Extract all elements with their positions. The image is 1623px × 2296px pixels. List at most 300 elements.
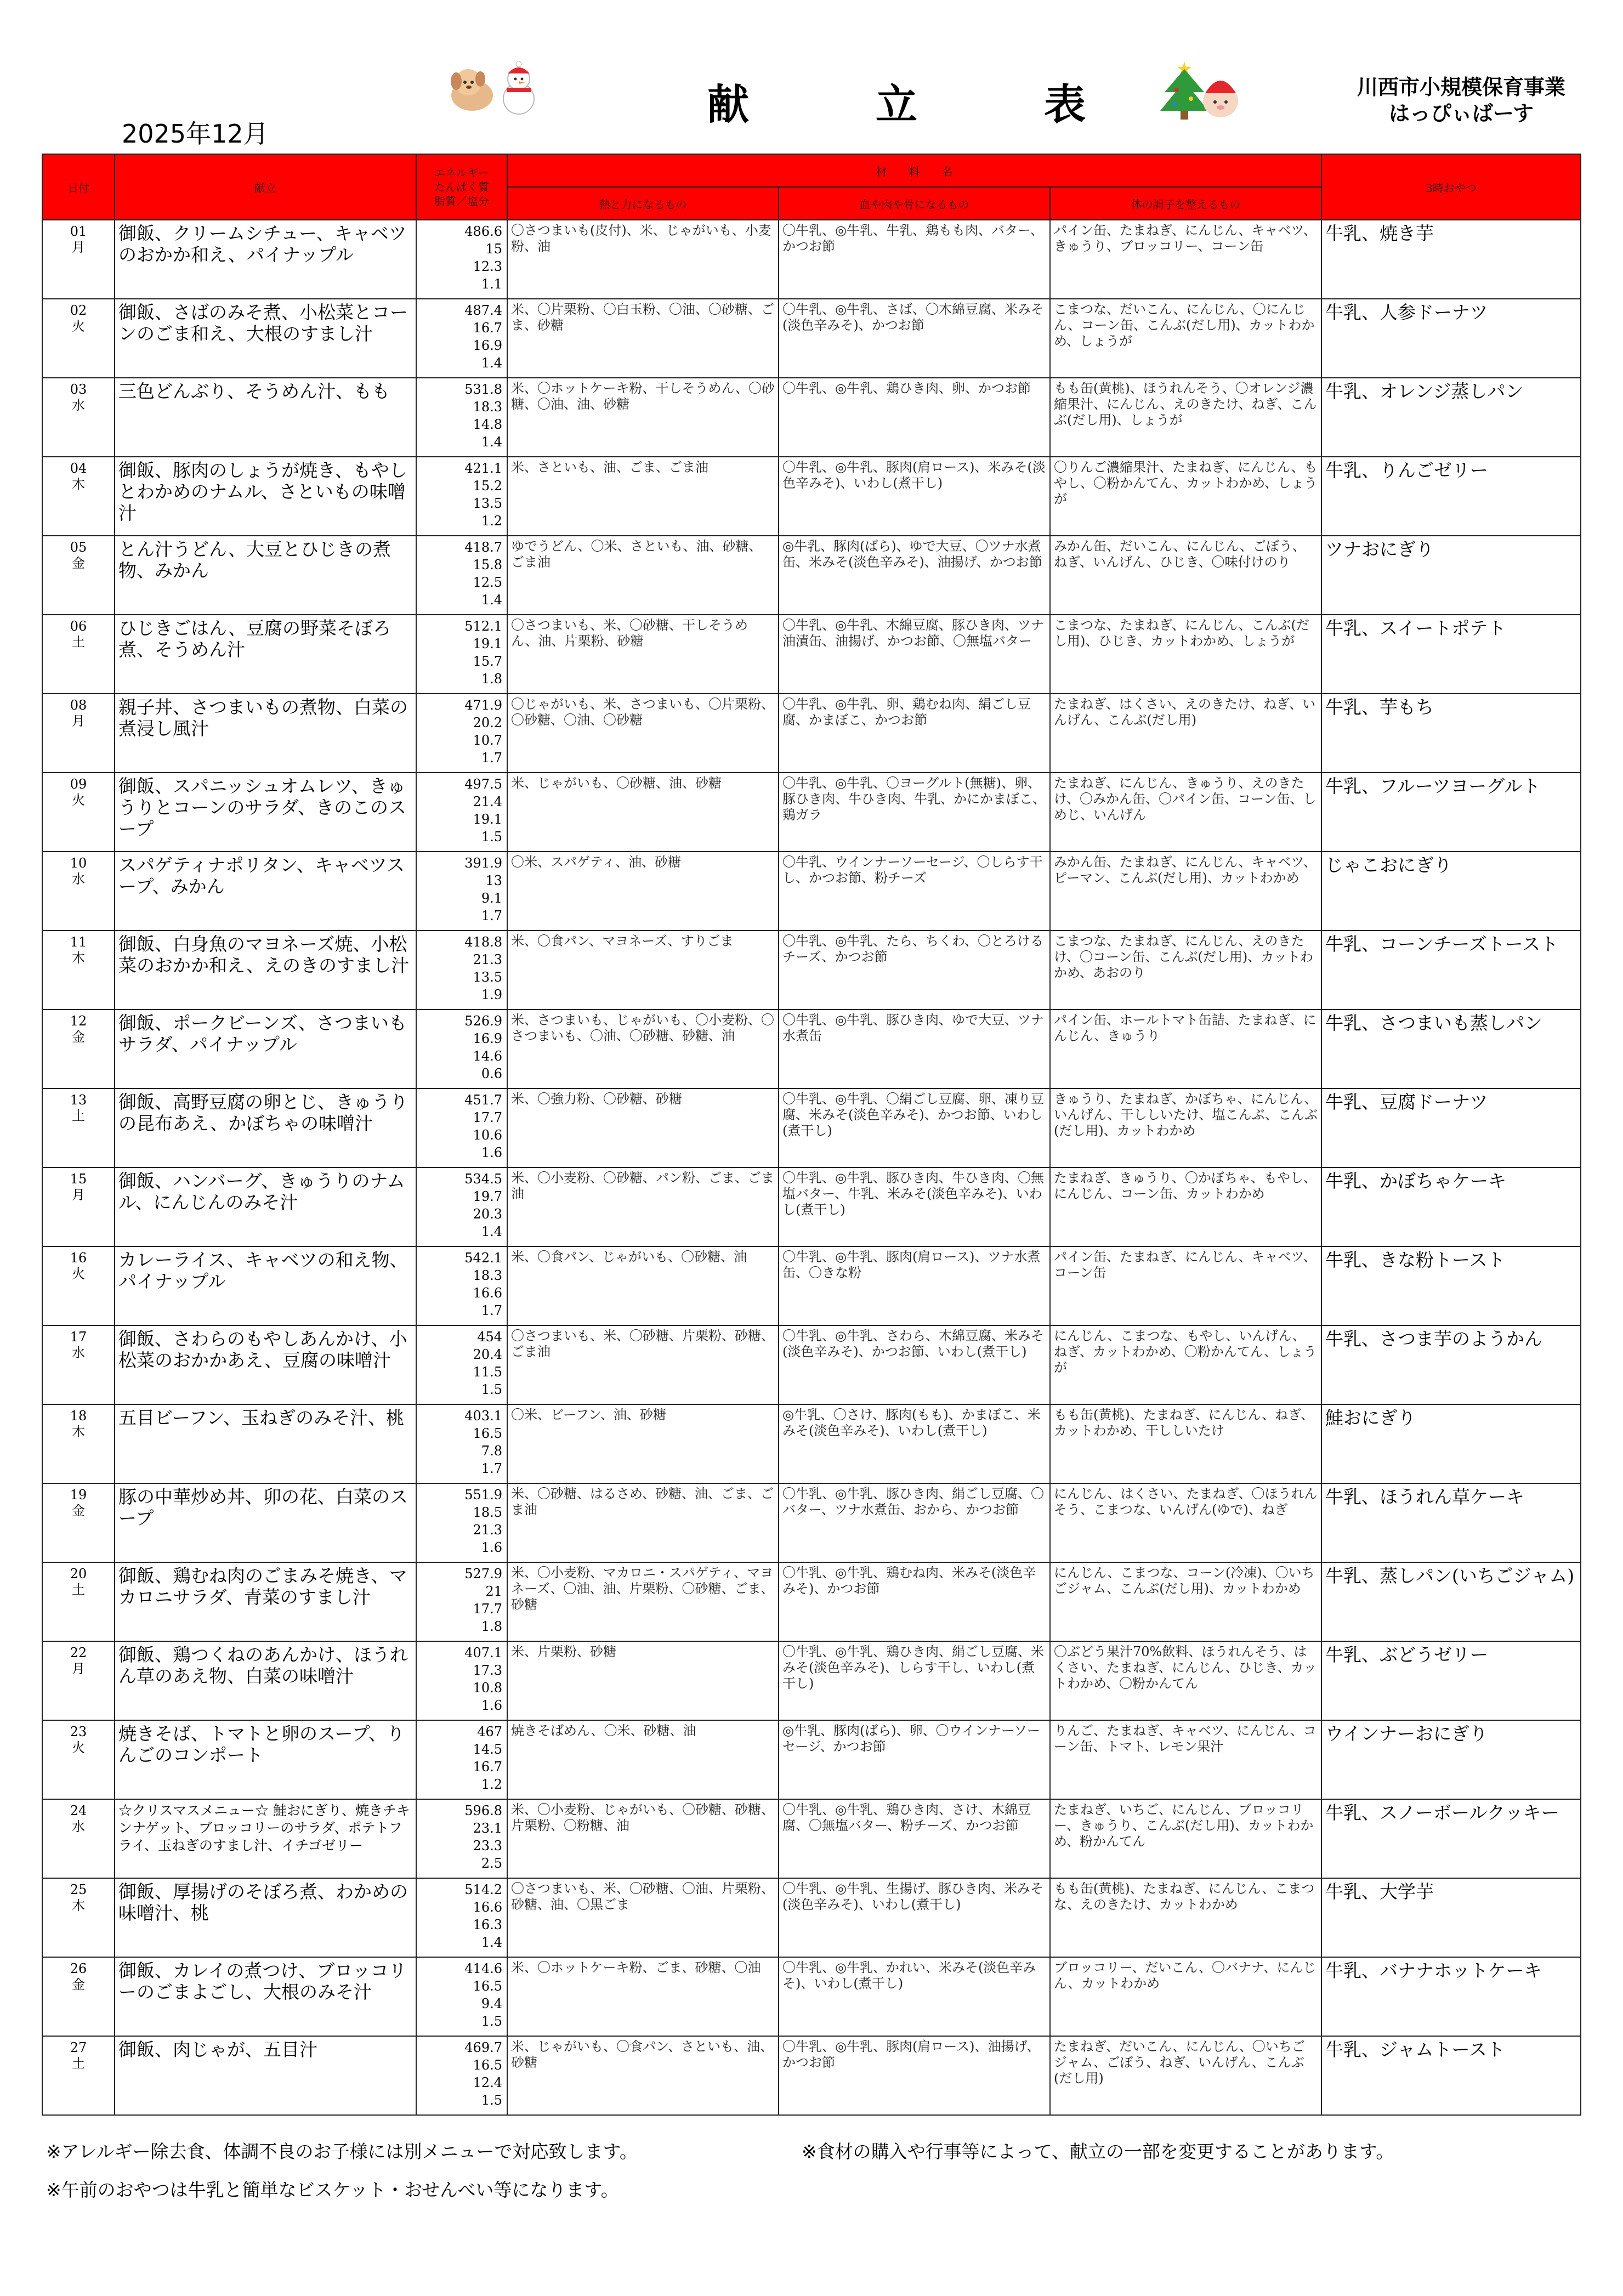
menu-row [42, 1167, 1581, 1246]
nutrition-cell [416, 1010, 507, 1089]
organization-line-2: はっぴぃばーす [1388, 101, 1534, 126]
ingredients-regulate-cell: パイン缶、ホールトマト缶詰、たまねぎ、にんじん、きゅうり [1050, 1010, 1321, 1089]
ingredients-energy-cell: 米、じゃがいも、〇食パン、さといも、油、砂糖 [507, 2036, 779, 2115]
menu-cell: 御飯、スパニッシュオムレツ、きゅうりとコーンのサラダ、きのこのスープ [115, 773, 416, 852]
nutrition-cell [416, 773, 507, 852]
snack-cell: 牛乳、きな粉トースト [1321, 1246, 1581, 1325]
weekday: 土 [72, 1108, 85, 1124]
date-cell [42, 1089, 115, 1167]
menu-row [42, 1246, 1581, 1325]
nutrition-fat: 21.3 [473, 1522, 502, 1538]
day-number: 25 [70, 1882, 87, 1897]
nutrition-cell [416, 1878, 507, 1957]
ingredients-body-cell: 〇牛乳、◎牛乳、〇ヨーグルト(無糖)、卵、豚ひき肉、牛ひき肉、牛乳、かにかまぼこ、鶏ガラ [779, 773, 1050, 852]
nutrition-energy: 451.7 [464, 1092, 502, 1108]
nutrition-protein: 21.4 [473, 794, 502, 809]
snack-cell: 牛乳、芋もち [1321, 694, 1581, 773]
nutrition-fat: 13.5 [473, 970, 502, 985]
nutrition-salt: 1.6 [481, 1698, 502, 1713]
nutrition-salt: 1.5 [481, 2093, 502, 2108]
menu-table [42, 154, 1581, 2116]
date-cell [42, 615, 115, 694]
nutrition-salt: 1.2 [481, 513, 502, 529]
weekday: 水 [72, 1345, 85, 1360]
nutrition-salt: 1.7 [481, 750, 502, 766]
nutrition-salt: 1.8 [481, 1619, 502, 1634]
nutrition-protein: 14.5 [473, 1742, 502, 1757]
nutrition-cell [416, 378, 507, 457]
ingredients-energy-cell: 米、〇食パン、じゃがいも、〇砂糖、油 [507, 1246, 779, 1325]
nutrition-protein: 18.3 [473, 1268, 502, 1283]
nutrition-protein: 16.5 [473, 2057, 502, 2073]
snack-cell: 牛乳、バナナホットケーキ [1321, 1957, 1581, 2036]
nutrition-fat: 10.8 [473, 1680, 502, 1696]
nutrition-cell [416, 1799, 507, 1878]
snack-cell: じゃこおにぎり [1321, 852, 1581, 931]
menu-cell: 御飯、鶏むね肉のごまみそ焼き、マカロニサラダ、青菜のすまし汁 [115, 1562, 416, 1641]
nutrition-energy: 421.1 [464, 461, 502, 476]
date-cell [42, 1404, 115, 1483]
menu-row [42, 1799, 1581, 1878]
weekday: 土 [72, 2056, 85, 2071]
nutrition-column-header [416, 154, 507, 220]
ingredients-energy-cell: 米、〇片栗粉、〇白玉粉、〇油、〇砂糖、ごま、砂糖 [507, 299, 779, 378]
snack-cell: 牛乳、かぼちゃケーキ [1321, 1167, 1581, 1246]
nutrition-protein: 20.2 [473, 715, 502, 730]
day-number: 04 [70, 461, 87, 476]
snack-cell: 牛乳、スイートポテト [1321, 615, 1581, 694]
menu-cell: 御飯、カレイの煮つけ、ブロッコリーのごまよごし、大根のみそ汁 [115, 1957, 416, 2036]
day-number: 01 [70, 224, 87, 239]
menu-column-header: 献立 [115, 154, 416, 220]
date-cell [42, 457, 115, 536]
ingredients-energy-cell: 米、〇強力粉、〇砂糖、砂糖 [507, 1089, 779, 1167]
nutrition-energy: 534.5 [464, 1171, 502, 1187]
ingredients-regulate-cell: こまつな、たまねぎ、にんじん、こんぶ(だし用)、ひじき、カットわかめ、しょうが [1050, 615, 1321, 694]
nutrition-energy: 407.1 [464, 1645, 502, 1660]
ingredients-energy-cell: 米、〇小麦粉、〇砂糖、パン粉、ごま、ごま油 [507, 1167, 779, 1246]
ingredients-regulate-cell: にんじん、こまつな、もやし、いんげん、ねぎ、カットわかめ、〇粉かんてん、しょうが [1050, 1325, 1321, 1404]
date-cell [42, 1325, 115, 1404]
ingredients-energy-cell: 米、〇ホットケーキ粉、干しそうめん、〇砂糖、〇油、油、砂糖 [507, 378, 779, 457]
weekday: 月 [72, 713, 85, 729]
nutrition-salt: 1.4 [481, 355, 502, 371]
ingredients-body-cell: 〇牛乳、◎牛乳、豚肉(肩ロース)、ツナ水煮缶、〇きな粉 [779, 1246, 1050, 1325]
weekday: 土 [72, 634, 85, 650]
nutrition-energy: 542.1 [464, 1250, 502, 1266]
day-number: 27 [70, 2040, 87, 2055]
weekday: 木 [72, 950, 85, 966]
ingredients-energy-cell: 米、〇食パン、マヨネーズ、すりごま [507, 931, 779, 1010]
ingredients-body-cell: 〇牛乳、◎牛乳、鶏ひき肉、さけ、木綿豆腐、〇無塩バター、粉チーズ、かつお節 [779, 1799, 1050, 1878]
menu-table-body [42, 220, 1581, 2115]
ingredients-body-header: 血や肉や骨になるもの [779, 187, 1050, 220]
weekday: 月 [72, 240, 85, 255]
day-number: 10 [70, 855, 87, 871]
snack-cell: 牛乳、コーンチーズトースト [1321, 931, 1581, 1010]
nutrition-salt: 1.5 [481, 1382, 502, 1397]
ingredients-regulate-cell: みかん缶、だいこん、にんじん、ごぼう、ねぎ、いんげん、ひじき、〇味付けのり [1050, 536, 1321, 615]
nutrition-salt: 1.4 [481, 1224, 502, 1239]
day-number: 11 [70, 934, 87, 950]
nutrition-fat: 9.1 [481, 891, 502, 906]
ingredients-body-cell: 〇牛乳、◎牛乳、たら、ちくわ、〇とろけるチーズ、かつお節 [779, 931, 1050, 1010]
weekday: 水 [72, 1819, 85, 1834]
menu-cell: 三色どんぶり、そうめん汁、もも [115, 378, 416, 457]
nutrition-energy: 527.9 [464, 1566, 502, 1581]
day-number: 12 [70, 1013, 87, 1029]
ingredients-regulate-header: 体の調子を整えるもの [1050, 187, 1321, 220]
date-cell [42, 1641, 115, 1720]
ingredients-energy-cell: 米、さといも、油、ごま、ごま油 [507, 457, 779, 536]
nutrition-fat: 12.5 [473, 575, 502, 590]
ingredients-column-header: 材 料 名 [507, 154, 1321, 187]
ingredients-body-cell: 〇牛乳、◎牛乳、生揚げ、豚ひき肉、米みそ(淡色辛みそ)、いわし(煮干し) [779, 1878, 1050, 1957]
day-number: 06 [70, 619, 87, 634]
ingredients-body-cell: 〇牛乳、◎牛乳、木綿豆腐、豚ひき肉、ツナ油漬缶、油揚げ、かつお節、〇無塩バター [779, 615, 1050, 694]
date-cell [42, 1167, 115, 1246]
date-cell [42, 852, 115, 931]
nutrition-energy: 469.7 [464, 2040, 502, 2055]
date-column-header: 日付 [42, 154, 115, 220]
ingredients-regulate-cell: たまねぎ、にんじん、きゅうり、えのきたけ、〇みかん缶、〇パイン缶、コーン缶、しめじ、いんげん [1050, 773, 1321, 852]
ingredients-body-cell: 〇牛乳、◎牛乳、卵、鶏むね肉、絹ごし豆腐、かまぼこ、かつお節 [779, 694, 1050, 773]
nutrition-cell [416, 457, 507, 536]
nutrition-fat: 14.6 [473, 1048, 502, 1064]
date-cell [42, 694, 115, 773]
nutrition-header-fat-salt: 脂質／塩分 [434, 195, 489, 208]
menu-cell: 五目ビーフン、玉ねぎのみそ汁、桃 [115, 1404, 416, 1483]
ingredients-body-cell: ◎牛乳、豚肉(ばら)、ゆで大豆、〇ツナ水煮缶、米みそ(淡色辛みそ)、油揚げ、かつお節 [779, 536, 1050, 615]
day-number: 23 [70, 1724, 87, 1739]
nutrition-fat: 9.4 [481, 1996, 502, 2011]
nutrition-energy: 512.1 [464, 619, 502, 634]
nutrition-cell [416, 931, 507, 1010]
nutrition-salt: 1.6 [481, 1540, 502, 1555]
date-cell [42, 1720, 115, 1799]
nutrition-fat: 11.5 [473, 1364, 502, 1380]
snack-cell: 牛乳、ぶどうゼリー [1321, 1641, 1581, 1720]
nutrition-cell [416, 852, 507, 931]
menu-change-note: ※食材の購入や行事等によって、献立の一部を変更することがあります。 [802, 2141, 1394, 2162]
nutrition-energy: 514.2 [464, 1882, 502, 1897]
nutrition-energy: 471.9 [464, 698, 502, 713]
organization-line-1: 川西市小規模保育事業 [1357, 75, 1565, 99]
nutrition-energy: 391.9 [464, 855, 502, 871]
menu-cell: スパゲティナポリタン、キャベツスープ、みかん [115, 852, 416, 931]
nutrition-fat: 19.1 [473, 812, 502, 827]
ingredients-energy-cell: ゆでうどん、〇米、さといも、油、砂糖、ごま油 [507, 536, 779, 615]
ingredients-body-cell: 〇牛乳、◎牛乳、かれい、米みそ(淡色辛みそ)、いわし(煮干し) [779, 1957, 1050, 2036]
dog-snowman-illustration [442, 61, 552, 116]
day-number: 09 [70, 776, 87, 792]
menu-row [42, 1641, 1581, 1720]
ingredients-regulate-cell: にんじん、こまつな、コーン(冷凍)、〇いちごジャム、こんぶ(だし用)、カットわかめ [1050, 1562, 1321, 1641]
menu-cell: カレーライス、キャベツの和え物、パイナップル [115, 1246, 416, 1325]
menu-cell: 御飯、さばのみそ煮、小松菜とコーンのごま和え、大根のすまし汁 [115, 299, 416, 378]
ingredients-regulate-cell: もも缶(黄桃)、たまねぎ、にんじん、ねぎ、カットわかめ、干ししいたけ [1050, 1404, 1321, 1483]
nutrition-salt: 1.7 [481, 1461, 502, 1476]
ingredients-energy-cell: 米、片栗粉、砂糖 [507, 1641, 779, 1720]
nutrition-protein: 18.3 [473, 399, 502, 415]
ingredients-regulate-cell: みかん缶、たまねぎ、にんじん、キャベツ、ピーマン、こんぶ(だし用)、カットわかめ [1050, 852, 1321, 931]
ingredients-body-cell: 〇牛乳、◎牛乳、豚ひき肉、ゆで大豆、ツナ水煮缶 [779, 1010, 1050, 1089]
nutrition-salt: 1.4 [481, 592, 502, 608]
ingredients-regulate-cell: きゅうり、たまねぎ、かぼちゃ、にんじん、いんげん、干ししいたけ、塩こんぶ、こんぶ(だし用)、カットわかめ [1050, 1089, 1321, 1167]
ingredients-body-cell: 〇牛乳、◎牛乳、豚ひき肉、絹ごし豆腐、〇バター、ツナ水煮缶、おから、かつお節 [779, 1483, 1050, 1562]
nutrition-salt: 2.5 [481, 1856, 502, 1871]
ingredients-energy-cell: 米、〇小麦粉、じゃがいも、〇砂糖、砂糖、片栗粉、〇粉糖、油 [507, 1799, 779, 1878]
ingredients-regulate-cell: こまつな、たまねぎ、にんじん、えのきたけ、〇コーン缶、こんぶ(だし用)、カットわかめ、あおのり [1050, 931, 1321, 1010]
nutrition-salt: 1.2 [481, 1777, 502, 1792]
day-number: 24 [70, 1803, 87, 1818]
date-cell [42, 220, 115, 299]
nutrition-fat: 14.8 [473, 417, 502, 432]
ingredients-body-cell: 〇牛乳、◎牛乳、鶏ひき肉、卵、かつお節 [779, 378, 1050, 457]
morning-snack-note: ※午前のおやつは牛乳と簡単なビスケット・おせんべい等になります。 [46, 2179, 619, 2201]
snack-cell: 牛乳、さつまいも蒸しパン [1321, 1010, 1581, 1089]
menu-cell: とん汁うどん、大豆とひじきの煮物、みかん [115, 536, 416, 615]
weekday: 木 [72, 477, 85, 492]
nutrition-salt: 1.7 [481, 908, 502, 923]
menu-row [42, 615, 1581, 694]
ingredients-energy-cell: 米、じゃがいも、〇砂糖、油、砂糖 [507, 773, 779, 852]
ingredients-regulate-cell: りんご、たまねぎ、キャベツ、にんじん、コーン缶、トマト、レモン果汁 [1050, 1720, 1321, 1799]
weekday: 水 [72, 871, 85, 887]
weekday: 金 [72, 555, 85, 571]
day-number: 26 [70, 1961, 87, 1976]
date-cell [42, 1957, 115, 2036]
day-number: 17 [70, 1329, 87, 1345]
ingredients-regulate-cell: たまねぎ、だいこん、にんじん、〇いちごジャム、ごぼう、ねぎ、いんげん、こんぶ(だし用) [1050, 2036, 1321, 2115]
menu-row [42, 1720, 1581, 1799]
menu-row [42, 1878, 1581, 1957]
nutrition-protein: 17.3 [473, 1663, 502, 1678]
ingredients-regulate-cell: 〇りんご濃縮果汁、たまねぎ、にんじん、もやし、〇粉かんてん、カットわかめ、しょうが [1050, 457, 1321, 536]
ingredients-regulate-cell: パイン缶、たまねぎ、にんじん、キャベツ、コーン缶 [1050, 1246, 1321, 1325]
nutrition-cell [416, 536, 507, 615]
nutrition-energy: 454 [477, 1329, 502, 1345]
menu-cell: ☆クリスマスメニュー☆ 鮭おにぎり、焼きチキンナゲット、ブロッコリーのサラダ、ポテトフライ、玉ねぎのすまし汁、イチゴゼリー [115, 1799, 416, 1878]
nutrition-cell [416, 1089, 507, 1167]
ingredients-body-cell: 〇牛乳、◎牛乳、豚肉(肩ロース)、油揚げ、かつお節 [779, 2036, 1050, 2115]
date-cell [42, 378, 115, 457]
nutrition-energy: 497.5 [464, 776, 502, 792]
ingredients-regulate-cell: パイン缶、たまねぎ、にんじん、キャベツ、きゅうり、ブロッコリー、コーン缶 [1050, 220, 1321, 299]
nutrition-energy: 487.4 [464, 303, 502, 318]
nutrition-energy: 418.7 [464, 540, 502, 555]
date-cell [42, 931, 115, 1010]
ingredients-regulate-cell: こまつな、だいこん、にんじん、〇にんじん、コーン缶、こんぶ(だし用)、カットわかめ、しょうが [1050, 299, 1321, 378]
nutrition-salt: 0.6 [481, 1066, 502, 1081]
day-number: 03 [70, 382, 87, 397]
ingredients-body-cell: 〇牛乳、◎牛乳、鶏ひき肉、絹ごし豆腐、米みそ(淡色辛みそ)、しらす干し、いわし(煮干し) [779, 1641, 1050, 1720]
weekday: 火 [72, 319, 85, 334]
weekday: 月 [72, 1187, 85, 1203]
nutrition-protein: 20.4 [473, 1347, 502, 1362]
nutrition-fat: 15.7 [473, 654, 502, 669]
menu-row [42, 1404, 1581, 1483]
ingredients-body-cell: ◎牛乳、豚肉(ばら)、卵、〇ウインナーソーセージ、かつお節 [779, 1720, 1050, 1799]
nutrition-cell [416, 615, 507, 694]
snack-cell: 牛乳、ジャムトースト [1321, 2036, 1581, 2115]
nutrition-fat: 7.8 [481, 1443, 502, 1459]
date-cell [42, 2036, 115, 2115]
date-cell [42, 1246, 115, 1325]
snack-cell: 牛乳、焼き芋 [1321, 220, 1581, 299]
snack-cell: 牛乳、スノーボールクッキー [1321, 1799, 1581, 1878]
menu-cell: 御飯、ハンバーグ、きゅうりのナムル、にんじんのみそ汁 [115, 1167, 416, 1246]
ingredients-body-cell: 〇牛乳、ウインナーソーセージ、〇しらす干し、かつお節、粉チーズ [779, 852, 1050, 931]
nutrition-fat: 10.6 [473, 1127, 502, 1143]
nutrition-cell [416, 1325, 507, 1404]
ingredients-regulate-cell: ブロッコリー、だいこん、〇バナナ、にんじん、カットわかめ [1050, 1957, 1321, 2036]
menu-row [42, 852, 1581, 931]
nutrition-salt: 1.4 [481, 434, 502, 450]
nutrition-protein: 16.5 [473, 1978, 502, 1994]
nutrition-energy: 418.8 [464, 934, 502, 950]
date-cell [42, 536, 115, 615]
menu-cell: 御飯、白身魚のマヨネーズ焼、小松菜のおかか和え、えのきのすまし汁 [115, 931, 416, 1010]
nutrition-cell [416, 1641, 507, 1720]
nutrition-salt: 1.9 [481, 987, 502, 1002]
period-label: 2025年12月 [122, 119, 269, 149]
snack-cell: 牛乳、りんごゼリー [1321, 457, 1581, 536]
ingredients-regulate-cell: にんじん、はくさい、たまねぎ、〇ほうれんそう、こまつな、いんげん(ゆで)、ねぎ [1050, 1483, 1321, 1562]
date-cell [42, 1562, 115, 1641]
nutrition-salt: 1.5 [481, 829, 502, 844]
nutrition-protein: 19.1 [473, 636, 502, 651]
day-number: 16 [70, 1250, 87, 1266]
title-char-3: 表 [1044, 80, 1086, 129]
nutrition-cell [416, 1483, 507, 1562]
nutrition-protein: 15 [485, 241, 502, 257]
day-number: 18 [70, 1408, 87, 1424]
allergy-note: ※アレルギー除去食、体調不良のお子様には別メニューで対応致します。 [46, 2141, 638, 2162]
menu-row [42, 694, 1581, 773]
date-cell [42, 773, 115, 852]
snack-cell: 牛乳、さつま芋のようかん [1321, 1325, 1581, 1404]
ingredients-regulate-cell: もも缶(黄桃)、たまねぎ、にんじん、こまつな、えのきたけ、カットわかめ [1050, 1878, 1321, 1957]
nutrition-energy: 486.6 [464, 224, 502, 239]
ingredients-energy-header: 熱と力になるもの [507, 187, 779, 220]
nutrition-cell [416, 220, 507, 299]
nutrition-protein: 18.5 [473, 1505, 502, 1520]
ingredients-body-cell: 〇牛乳、◎牛乳、さば、〇木綿豆腐、米みそ(淡色辛みそ)、かつお節 [779, 299, 1050, 378]
ingredients-body-cell: ◎牛乳、〇さけ、豚肉(もも)、かまぼこ、米みそ(淡色辛みそ)、いわし(煮干し) [779, 1404, 1050, 1483]
menu-cell: 御飯、豚肉のしょうが焼き、もやしとわかめのナムル、さといもの味噌汁 [115, 457, 416, 536]
menu-cell: 焼きそば、トマトと卵のスープ、りんごのコンポート [115, 1720, 416, 1799]
ingredients-body-cell: 〇牛乳、◎牛乳、豚肉(肩ロース)、米みそ(淡色辛みそ)、いわし(煮干し) [779, 457, 1050, 536]
weekday: 月 [72, 1661, 85, 1676]
date-cell [42, 1010, 115, 1089]
menu-row [42, 773, 1581, 852]
nutrition-cell [416, 1957, 507, 2036]
day-number: 05 [70, 540, 87, 555]
nutrition-protein: 21 [485, 1584, 502, 1599]
nutrition-energy: 414.6 [464, 1961, 502, 1976]
nutrition-fat: 16.6 [473, 1285, 502, 1301]
weekday: 金 [72, 1029, 85, 1045]
weekday: 火 [72, 792, 85, 808]
nutrition-fat: 10.7 [473, 733, 502, 748]
date-cell [42, 1483, 115, 1562]
ingredients-energy-cell: 〇米、スパゲティ、油、砂糖 [507, 852, 779, 931]
menu-row [42, 1089, 1581, 1167]
nutrition-cell [416, 299, 507, 378]
date-cell [42, 1799, 115, 1878]
date-cell [42, 1878, 115, 1957]
ingredients-energy-cell: 〇じゃがいも、米、さつまいも、〇片栗粉、〇砂糖、〇油、〇砂糖 [507, 694, 779, 773]
menu-row [42, 1957, 1581, 2036]
day-number: 08 [70, 698, 87, 713]
nutrition-cell [416, 1562, 507, 1641]
menu-cell: 御飯、ポークビーンズ、さつまいもサラダ、パイナップル [115, 1010, 416, 1089]
menu-cell: 豚の中華炒め丼、卯の花、白菜のスープ [115, 1483, 416, 1562]
page-title [707, 71, 1086, 131]
snack-cell: 牛乳、フルーツヨーグルト [1321, 773, 1581, 852]
nutrition-protein: 15.2 [473, 478, 502, 494]
nutrition-fat: 12.3 [473, 259, 502, 274]
snack-cell: ウインナーおにぎり [1321, 1720, 1581, 1799]
ingredients-regulate-cell: 〇ぶどう果汁70%飲料、ほうれんそう、はくさい、たまねぎ、にんじん、ひじき、カットわかめ、〇粉かんてん [1050, 1641, 1321, 1720]
ingredients-body-cell: 〇牛乳、◎牛乳、豚ひき肉、牛ひき肉、〇無塩バター、牛乳、米みそ(淡色辛みそ)、いわし(煮干し) [779, 1167, 1050, 1246]
ingredients-regulate-cell: たまねぎ、いちご、にんじん、ブロッコリー、きゅうり、こんぶ(だし用)、カットわかめ、粉かんてん [1050, 1799, 1321, 1878]
nutrition-cell [416, 1720, 507, 1799]
nutrition-cell [416, 1404, 507, 1483]
nutrition-fat: 13.5 [473, 496, 502, 511]
ingredients-body-cell: 〇牛乳、◎牛乳、鶏むね肉、米みそ(淡色辛みそ)、かつお節 [779, 1562, 1050, 1641]
weekday: 土 [72, 1582, 85, 1597]
title-char-2: 立 [876, 80, 917, 129]
ingredients-regulate-cell: たまねぎ、きゅうり、〇かぼちゃ、もやし、にんじん、コーン缶、カットわかめ [1050, 1167, 1321, 1246]
weekday: 木 [72, 1424, 85, 1439]
snack-cell: 牛乳、蒸しパン(いちごジャム) [1321, 1562, 1581, 1641]
ingredients-body-cell: 〇牛乳、◎牛乳、さわら、木綿豆腐、米みそ(淡色辛みそ)、かつお節、いわし(煮干し) [779, 1325, 1050, 1404]
ingredients-body-cell: 〇牛乳、◎牛乳、牛乳、鶏もも肉、バター、かつお節 [779, 220, 1050, 299]
nutrition-protein: 23.1 [473, 1821, 502, 1836]
snack-cell: 牛乳、ほうれん草ケーキ [1321, 1483, 1581, 1562]
snack-cell: 鮭おにぎり [1321, 1404, 1581, 1483]
nutrition-salt: 1.5 [481, 2014, 502, 2029]
nutrition-salt: 1.6 [481, 1145, 502, 1160]
title-char-1: 献 [707, 80, 749, 129]
weekday: 火 [72, 1266, 85, 1282]
ingredients-energy-cell: 〇さつまいも、米、〇砂糖、〇油、片栗粉、砂糖、油、〇黒ごま [507, 1878, 779, 1957]
ingredients-energy-cell: 〇さつまいも、米、〇砂糖、干しそうめん、油、片栗粉、砂糖 [507, 615, 779, 694]
day-number: 13 [70, 1092, 87, 1108]
nutrition-salt: 1.4 [481, 1935, 502, 1950]
day-number: 15 [70, 1171, 87, 1187]
nutrition-fat: 16.3 [473, 1917, 502, 1932]
ingredients-regulate-cell: たまねぎ、はくさい、えのきたけ、ねぎ、いんげん、こんぶ(だし用) [1050, 694, 1321, 773]
nutrition-protein: 17.7 [473, 1110, 502, 1125]
nutrition-header-energy: エネルギー [434, 166, 489, 179]
snack-cell: 牛乳、大学芋 [1321, 1878, 1581, 1957]
weekday: 金 [72, 1977, 85, 1992]
nutrition-fat: 16.7 [473, 1759, 502, 1775]
nutrition-fat: 12.4 [473, 2075, 502, 2090]
nutrition-fat: 20.3 [473, 1206, 502, 1222]
menu-cell: 御飯、高野豆腐の卵とじ、きゅうりの昆布あえ、かぼちゃの味噌汁 [115, 1089, 416, 1167]
nutrition-protein: 16.5 [473, 1426, 502, 1441]
nutrition-protein: 13 [485, 873, 502, 888]
nutrition-energy: 403.1 [464, 1408, 502, 1424]
snack-column-header: 3時おやつ [1321, 154, 1581, 220]
menu-cell: 御飯、さわらのもやしあんかけ、小松菜のおかかあえ、豆腐の味噌汁 [115, 1325, 416, 1404]
ingredients-body-cell: 〇牛乳、◎牛乳、〇絹ごし豆腐、卵、凍り豆腐、米みそ(淡色辛みそ)、かつお節、いわし(煮干し) [779, 1089, 1050, 1167]
ingredients-energy-cell: 〇米、ビーフン、油、砂糖 [507, 1404, 779, 1483]
